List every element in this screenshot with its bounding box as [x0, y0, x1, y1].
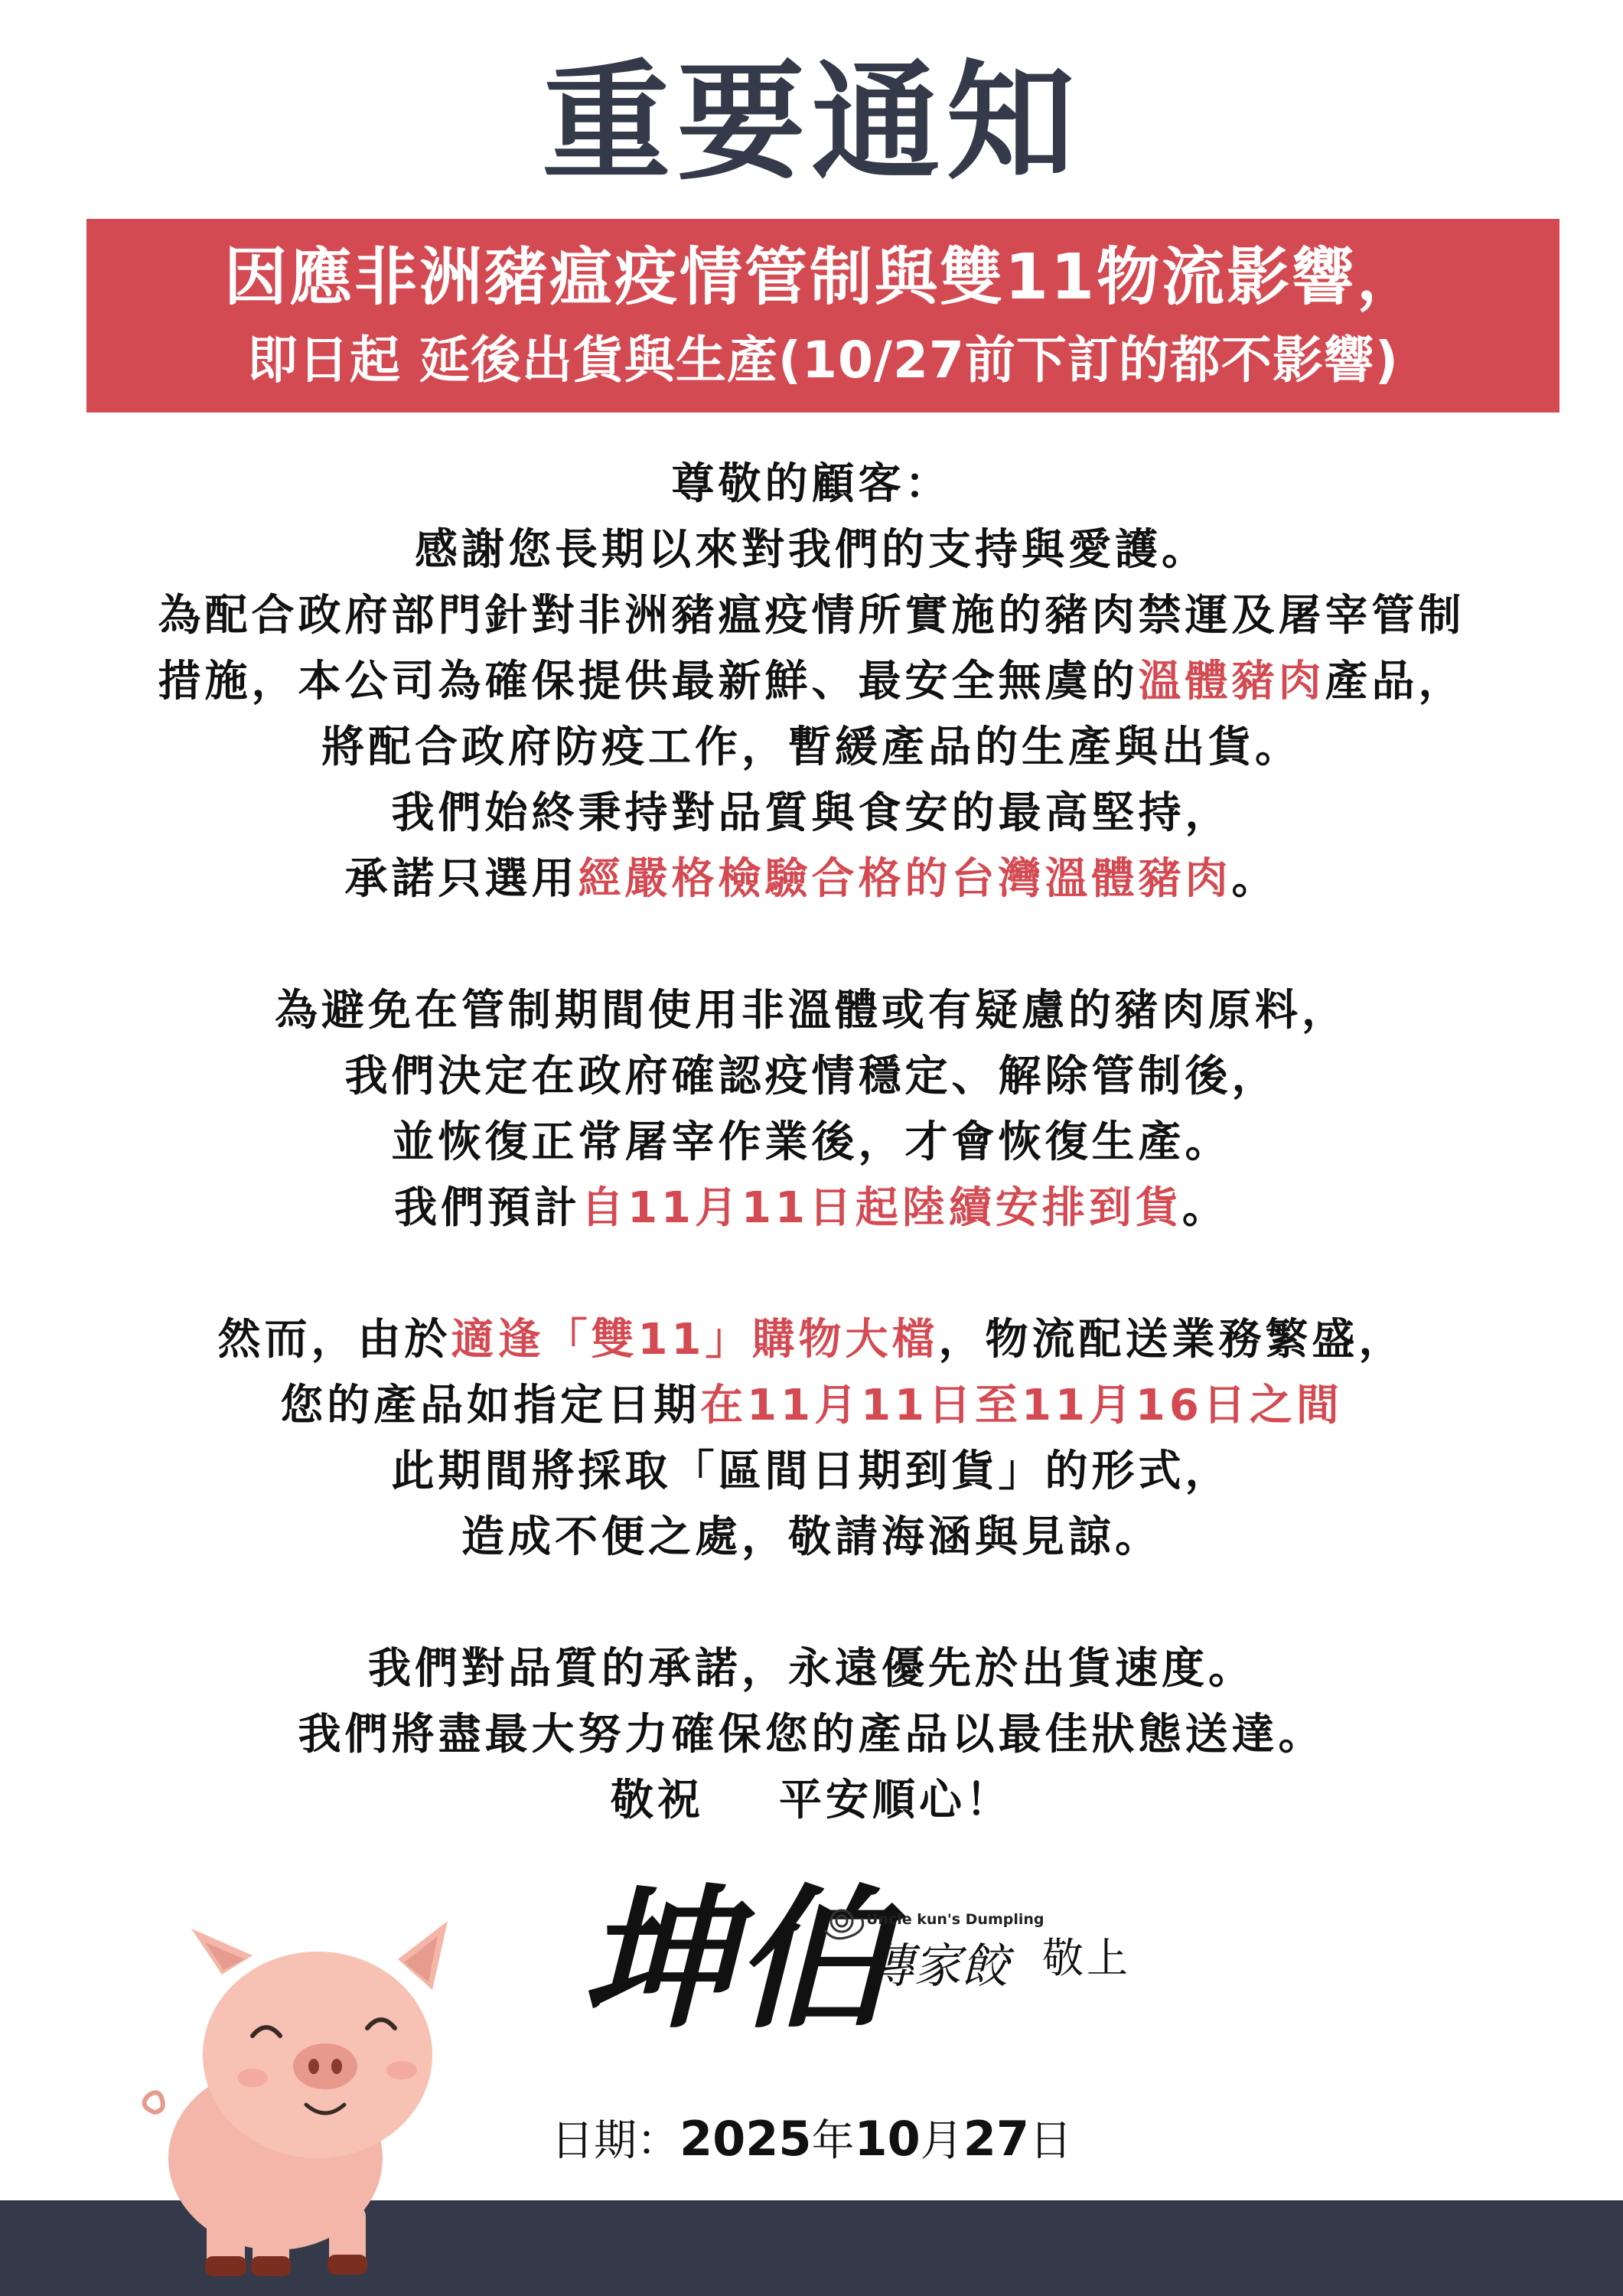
highlight-text: 溫體豬肉 [1138, 657, 1325, 706]
body-line: 將配合政府防疫工作，暫緩產品的生產與出貨。 [321, 722, 1302, 772]
page-title: 重要通知 [542, 47, 1081, 197]
highlight-text: 適逢「雙11」購物大檔 [451, 1315, 939, 1365]
body-line [46, 1373, 1577, 1439]
body-text-span: 。 [1231, 854, 1279, 904]
body-line [46, 1307, 1577, 1373]
body-text-span: 產品， [1325, 657, 1465, 706]
body-line [46, 846, 1577, 912]
body-line: 我們將盡最大努力確保您的產品以最佳狀態送達。 [298, 1710, 1325, 1760]
greeting: 尊敬的顧客： [671, 459, 952, 509]
signature-chinese-name: 傳家餃 [866, 1938, 1009, 1994]
body-line: 此期間將採取「區間日期到貨」的形式， [391, 1446, 1232, 1496]
date-day: 27 [963, 2111, 1030, 2167]
body-text-span: ，物流配送業務繁盛， [938, 1315, 1406, 1365]
body-line: 我們決定在政府確認疫情穩定、解除管制後， [344, 1052, 1279, 1101]
date-label: 日期： [550, 2116, 680, 2166]
signature-logo-text: 坤伯 [582, 1870, 888, 2050]
body-line: 並恢復正常屠宰作業後，才會恢復生產。 [391, 1117, 1232, 1167]
body-text-span: 措施，本公司為確保提供最新鮮、最安全無虞的 [158, 657, 1139, 706]
body-line: 造成不便之處，敬請海涵與見諒。 [461, 1512, 1162, 1562]
banner-line-2: 即日起 延後出貨與生產(10/27前下訂的都不影響) [246, 331, 1400, 390]
highlight-text: 自11月11日起陸續安排到貨 [581, 1183, 1182, 1233]
date-day-unit: 日 [1029, 2116, 1073, 2166]
body-text-span: 您的產品如指定日期 [280, 1381, 701, 1430]
body-line [46, 1176, 1577, 1241]
body-text-span: 承諾只選用 [344, 854, 578, 904]
paragraph-gap [46, 1570, 1577, 1636]
notice-banner [86, 219, 1559, 413]
body-line: 感謝您長期以來對我們的支持與愛護。 [415, 525, 1208, 575]
body-line: 我們對品質的承諾，永遠優先於出貨速度。 [368, 1644, 1255, 1694]
signature-suffix: 敬上 [1042, 1934, 1131, 1982]
pig-mascot-icon [138, 1913, 459, 2281]
body-text-span: 。 [1181, 1183, 1229, 1233]
brand-signature-logo [582, 1860, 1045, 2059]
body-text-span: 我們預計 [394, 1183, 582, 1233]
body-text-span: 然而，由於 [217, 1315, 451, 1365]
date-month-unit: 月 [920, 2116, 963, 2166]
signature-english-name: Uncle kun's Dumpling [866, 1911, 1045, 1928]
body-line: 為配合政府部門針對非洲豬瘟疫情所實施的豬肉禁運及屠宰管制 [158, 591, 1465, 641]
paragraph-gap [46, 1241, 1577, 1307]
date-month: 10 [854, 2111, 921, 2167]
notice-body [46, 452, 1577, 1834]
body-line [46, 649, 1577, 715]
banner-line-1: 因應非洲豬瘟疫情管制與雙11物流影響， [223, 241, 1423, 314]
date-year-unit: 年 [811, 2116, 855, 2166]
highlight-text: 在11月11日至11月16日之間 [700, 1381, 1343, 1430]
body-line: 我們始終秉持對品質與食安的最高堅持， [391, 788, 1232, 838]
date-year: 2025 [679, 2111, 812, 2167]
paragraph-gap [46, 912, 1577, 978]
closing-line: 敬祝 平安順心！ [611, 1776, 1012, 1825]
body-line: 為避免在管制期間使用非溫體或有疑慮的豬肉原料， [275, 986, 1348, 1035]
highlight-text: 經嚴格檢驗合格的台灣溫體豬肉 [578, 854, 1232, 904]
